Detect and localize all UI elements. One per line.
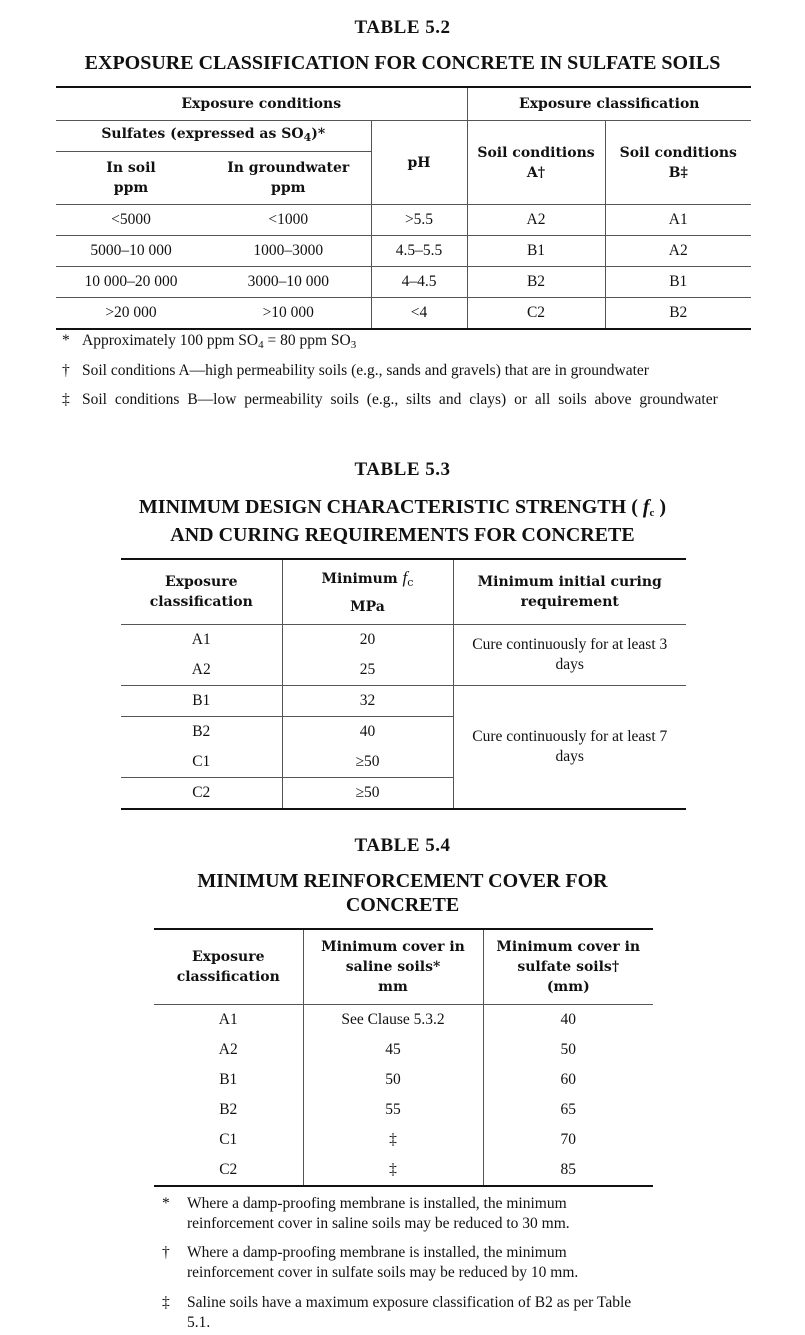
table-5-4-title: MINIMUM REINFORCEMENT COVER FOR [197, 870, 608, 892]
note-double-dagger: ‡ Saline soils have a maximum exposure classification of B2 as per Table 5.1. [162, 1294, 632, 1331]
table-5-3-title-2: AND CURING REQUIREMENTS FOR CONCRETE [170, 524, 635, 546]
table-5-3-title: MINIMUM DESIGN CHARACTERISTIC STRENGTH ( $f_c$ ) [138, 496, 667, 519]
note-dagger: † Soil conditions A—high permeability soils (e.g., sands and gravels) that are in groundwater [62, 362, 649, 379]
table-row: B1 50 60 [154, 1065, 653, 1095]
table-5-2 [56, 86, 751, 330]
table-row: C2 ≥50 [121, 778, 686, 809]
header-exposure-classification: Exposure classification [154, 929, 303, 1005]
table-5-2-title: EXPOSURE CLASSIFICATION FOR CONCRETE IN SULFATE SOILS [84, 52, 721, 74]
curing-7-days: Cure continuously for at least 7 days [472, 728, 668, 765]
header-exposure-classification: Exposure classification [519, 96, 700, 112]
table-5-4-number: TABLE 5.4 [354, 835, 451, 856]
note-dagger: † Where a damp-proofing membrane is installed, the minimum reinforcement cover in sulfate soils may be reduced by 10 mm. [162, 1244, 579, 1281]
curing-3-days: Cure continuously for at least 3 days [453, 625, 686, 686]
header-exposure-conditions: Exposure conditions [56, 87, 467, 121]
header-saline-cover: Minimum cover in saline soils* mm [303, 929, 483, 1005]
header-soil-b: Soil conditions B‡ [605, 121, 751, 205]
table-row: A1 20 Cure continuously for at least 3 days [121, 625, 686, 656]
table-5-3 [121, 558, 686, 810]
table-row: 5000–10 000 1000–3000 4.5–5.5 B1 A2 [56, 236, 751, 267]
header-curing: Minimum initial curing requirement [453, 559, 686, 625]
header-sulfate-cover: Minimum cover in sulfate soils† (mm) [483, 929, 653, 1005]
note-double-dagger: ‡ Soil conditions B—low permeability soils (e.g., silts and clays) or all soils above groundwater [62, 391, 718, 408]
note-asterisk: * Approximately 100 ppm $SO_4 = 80$ ppm $SO_3$ [62, 332, 357, 351]
table-row: B2 40 [121, 717, 686, 748]
table-row: A1 See Clause 5.3.2 40 [154, 1005, 653, 1036]
table-5-2-number: TABLE 5.2 [354, 17, 451, 38]
header-exposure-classification: Exposure classification [121, 559, 282, 625]
header-ph: pH [371, 121, 467, 205]
table-row: >20 000 >10 000 <4 C2 B2 [56, 298, 751, 330]
header-sulfates: Sulfates (expressed as $SO_4)*$ [56, 121, 371, 152]
note-asterisk: * Where a damp-proofing membrane is installed, the minimum reinforcement cover in saline soils may be reduced to 30 mm. [162, 1195, 570, 1232]
header-soil-a: Soil conditions A† [467, 121, 605, 205]
table-row: <5000 <1000 >5.5 A2 A1 [56, 205, 751, 236]
table-row: 10 000–20 000 3000–10 000 4–4.5 B2 B1 [56, 267, 751, 298]
table-5-3-number: TABLE 5.3 [354, 459, 451, 480]
table-row: A2 45 50 [154, 1035, 653, 1065]
table-row: C2 ‡ 85 [154, 1155, 653, 1186]
table-row: C1 ‡ 70 [154, 1125, 653, 1155]
header-min-fc: Minimum $f_c$ MPa [282, 559, 453, 625]
table-5-4-title-2: CONCRETE [345, 894, 460, 916]
table-row: C1 ≥50 [121, 747, 686, 778]
table-row: B1 32 Cure continuously for at least 7 days [121, 686, 686, 717]
table-row: B2 55 65 [154, 1095, 653, 1125]
table-row: A2 25 [121, 655, 686, 686]
table-5-4 [154, 928, 653, 1187]
header-in-groundwater: In groundwater ppm [206, 152, 371, 205]
header-in-soil: In soil ppm [56, 152, 206, 205]
